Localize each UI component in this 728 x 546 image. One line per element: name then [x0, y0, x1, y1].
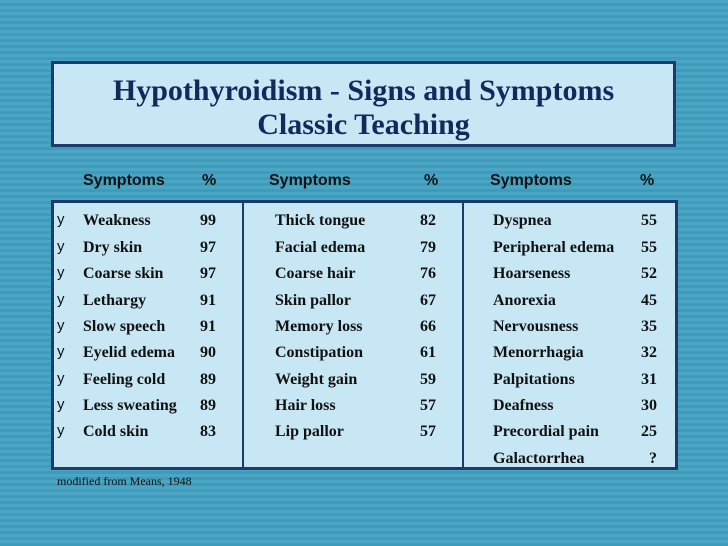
title-box: [51, 61, 676, 147]
symptom-name: Feeling cold: [83, 371, 166, 388]
symptom-percent: 55: [641, 239, 657, 256]
symptom-name: Facial edema: [275, 239, 366, 256]
symptom-percent: 55: [641, 212, 657, 229]
symptom-percent: 97: [200, 265, 216, 282]
symptom-percent: 89: [200, 371, 216, 388]
symptom-name: Skin pallor: [275, 292, 352, 309]
col2-symptoms-header: Symptoms: [269, 172, 351, 189]
symptom-percent: 90: [200, 344, 216, 361]
symptom-name: Peripheral edema: [493, 239, 615, 256]
symptom-percent: 25: [641, 423, 657, 440]
bullet-marker: y: [57, 264, 65, 281]
symptom-name: Memory loss: [275, 318, 363, 335]
symptom-percent: 52: [641, 265, 657, 282]
slide-title: Hypothyroidism - Signs and Symptoms: [112, 74, 615, 107]
symptom-percent: 67: [420, 292, 436, 309]
symptom-name: Thick tongue: [275, 212, 366, 229]
bullet-marker: y: [57, 422, 65, 439]
symptom-name: Weakness: [83, 212, 151, 229]
symptom-percent: 79: [420, 239, 436, 256]
bullet-marker: y: [57, 238, 65, 255]
symptom-percent: 83: [200, 423, 216, 440]
symptom-percent: 61: [420, 344, 436, 361]
symptom-name: Less sweating: [83, 397, 177, 414]
column-divider: [462, 203, 464, 467]
symptom-name: Eyelid edema: [83, 344, 175, 361]
bullet-marker: y: [57, 317, 65, 334]
col2-percent-header: %: [424, 172, 439, 189]
col3-percent-header: %: [640, 172, 655, 189]
symptom-name: Hoarseness: [493, 265, 571, 282]
symptom-name: Dry skin: [83, 239, 143, 256]
symptom-name: Coarse hair: [275, 265, 356, 282]
source-note: modified from Means, 1948: [57, 474, 192, 488]
symptom-percent: 45: [641, 292, 657, 309]
symptom-percent: 89: [200, 397, 216, 414]
symptom-name: Deafness: [493, 397, 554, 414]
symptom-percent: 57: [420, 397, 436, 414]
symptom-percent: 91: [200, 318, 216, 335]
symptom-name: Menorrhagia: [493, 344, 584, 361]
symptom-name: Dyspnea: [493, 212, 552, 229]
symptom-percent: 66: [420, 318, 436, 335]
symptom-name: Precordial pain: [493, 423, 599, 440]
symptom-percent: 82: [420, 212, 436, 229]
symptom-name: Weight gain: [275, 371, 358, 388]
symptom-name: Anorexia: [493, 292, 556, 309]
symptom-name: Galactorrhea: [493, 450, 585, 467]
symptom-name: Lip pallor: [275, 423, 344, 440]
bullet-marker: y: [57, 370, 65, 387]
symptom-percent: 76: [420, 265, 436, 282]
symptom-name: Coarse skin: [83, 265, 164, 282]
slide-subtitle: Classic Teaching: [257, 108, 470, 141]
symptom-name: Constipation: [275, 344, 364, 361]
symptom-name: Nervousness: [493, 318, 579, 335]
symptom-name: Slow speech: [83, 318, 166, 335]
bullet-marker: y: [57, 343, 65, 360]
symptom-percent: 97: [200, 239, 216, 256]
column-divider: [242, 203, 244, 467]
bullet-marker: y: [57, 291, 65, 308]
col3-symptoms-header: Symptoms: [490, 172, 572, 189]
symptom-percent: ?: [649, 450, 657, 467]
symptom-percent: 57: [420, 423, 436, 440]
bullet-marker: y: [57, 396, 65, 413]
symptom-percent: 91: [200, 292, 216, 309]
symptom-percent: 31: [641, 371, 657, 388]
symptom-percent: 30: [641, 397, 657, 414]
symptom-name: Hair loss: [275, 397, 336, 414]
col1-symptoms-header: Symptoms: [83, 172, 165, 189]
symptom-name: Palpitations: [493, 371, 575, 388]
bullet-marker: y: [57, 211, 65, 228]
symptom-name: Cold skin: [83, 423, 149, 440]
symptom-name: Lethargy: [83, 292, 147, 309]
symptom-percent: 99: [200, 212, 216, 229]
symptom-percent: 35: [641, 318, 657, 335]
col1-percent-header: %: [202, 172, 217, 189]
symptom-percent: 32: [641, 344, 657, 361]
symptom-percent: 59: [420, 371, 436, 388]
